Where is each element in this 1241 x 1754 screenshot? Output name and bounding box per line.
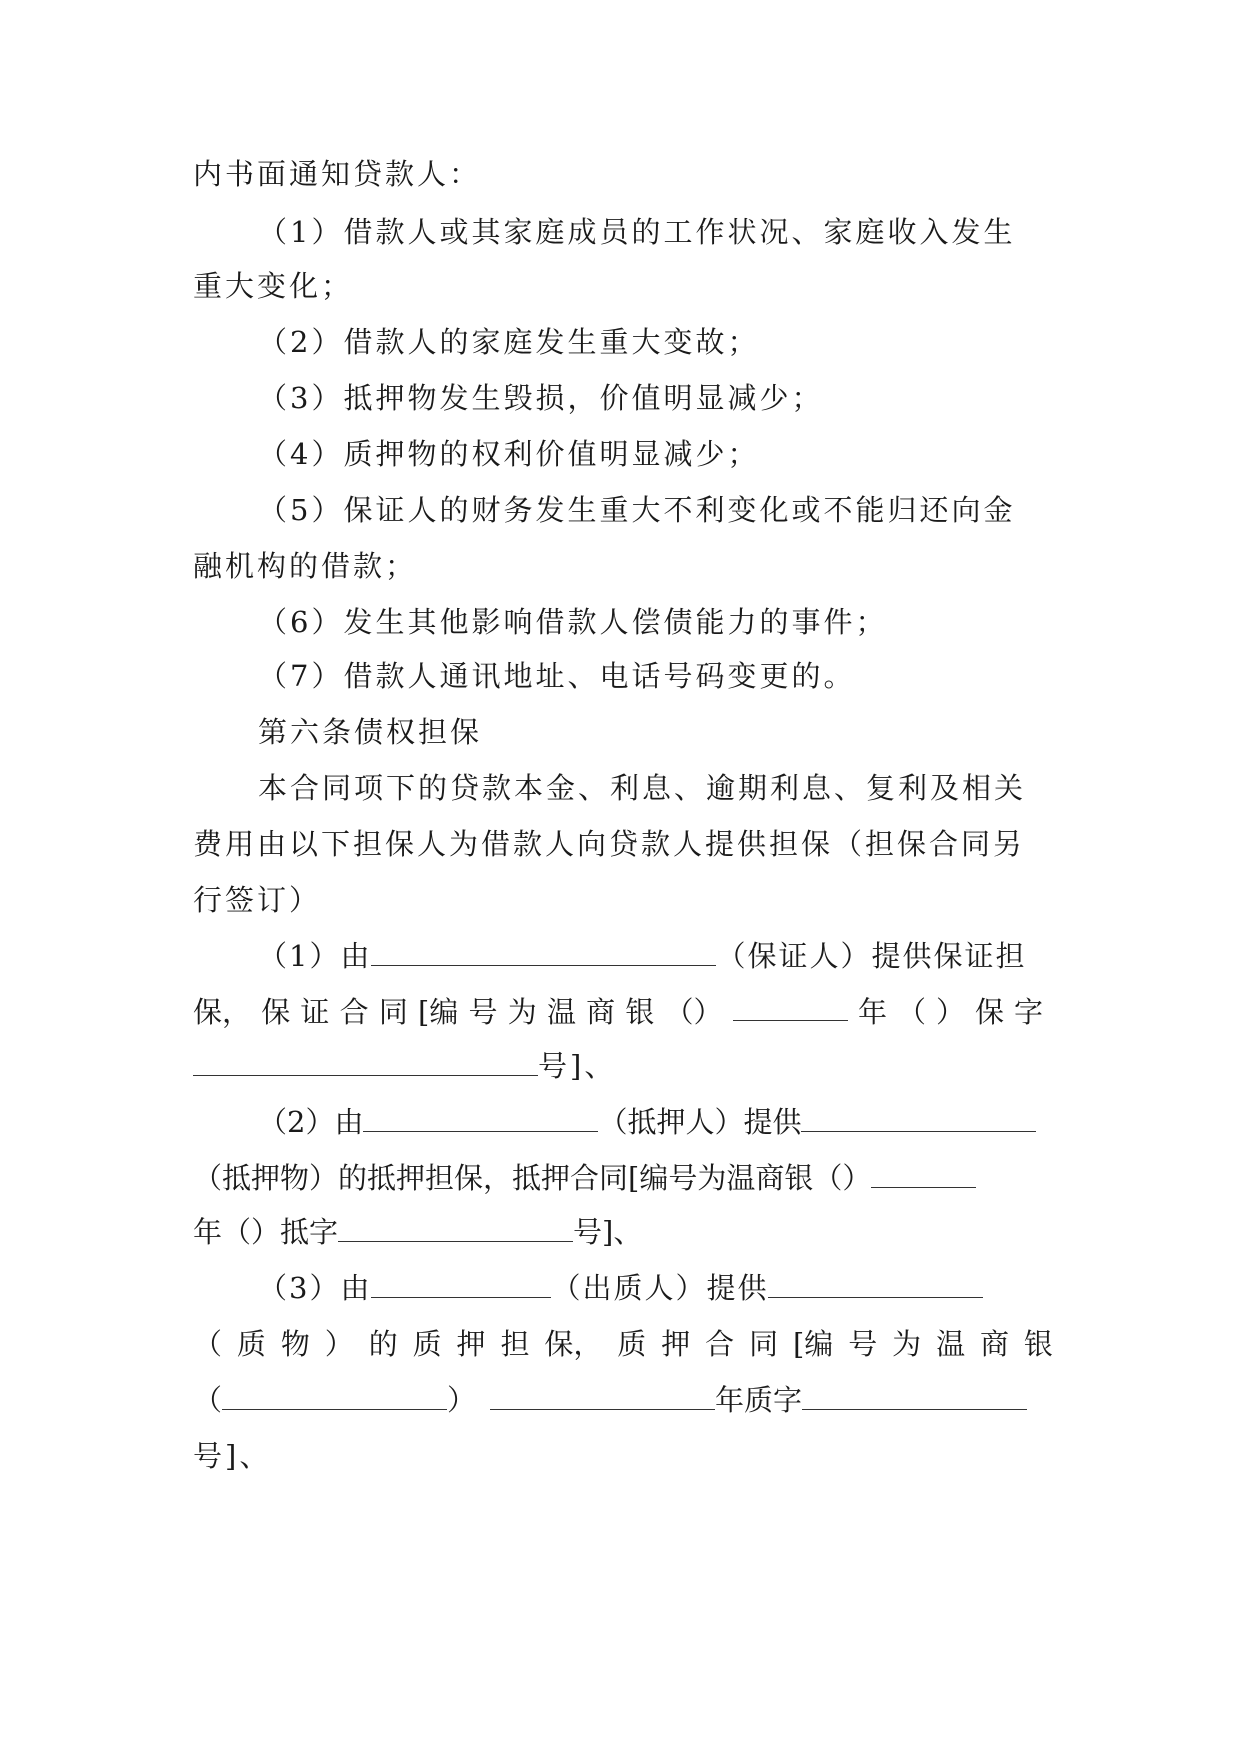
text-line: （1）借款人或其家庭成员的工作状况、家庭收入发生 [258, 215, 1016, 249]
guarantee-2-line-1: （2）由 （抵押人）提供 [258, 1102, 1053, 1142]
text-line: 重大变化； [193, 269, 354, 303]
blank-field[interactable] [490, 1381, 715, 1410]
text-line: 内书面通知贷款人： [193, 157, 482, 191]
blank-field[interactable] [371, 1269, 551, 1298]
guarantee-2-line-3: 年（）抵字 号]、 [193, 1215, 643, 1249]
guarantee-2-line-2: （抵押物）的抵押担保，抵押合同[编号为温商银（） [193, 1158, 1053, 1198]
blank-field[interactable] [363, 1103, 598, 1132]
blank-field[interactable] [193, 1047, 538, 1076]
blank-field[interactable] [801, 1103, 1036, 1132]
guarantee-1-line-1: （1）由 （保证人）提供保证担 [258, 939, 1027, 973]
text-line: 费用由以下担保人为借款人向贷款人提供担保（担保合同另 [193, 827, 1026, 861]
text-line: （6）发生其他影响借款人偿债能力的事件； [258, 605, 888, 639]
text-line: 行签订） [193, 883, 322, 917]
blank-field[interactable] [371, 937, 716, 966]
text-line: 本合同项下的贷款本金、利息、逾期利息、复利及相关 [258, 771, 1027, 805]
section-heading: 第六条债权担保 [258, 715, 483, 749]
blank-field[interactable] [733, 992, 848, 1021]
text-line: （7）借款人通讯地址、电话号码变更的。 [258, 659, 856, 693]
text-line: （4）质押物的权利价值明显减少； [258, 437, 760, 471]
text-line: （5）保证人的财务发生重大不利变化或不能归还向金 [258, 493, 1016, 527]
text-line: （3）抵押物发生毁损，价值明显减少； [258, 381, 824, 415]
guarantee-3-line-2: （ 质 物 ） 的 质 押 担 保， 质 押 合 同 [编 号 为 温 商 银 [193, 1327, 1053, 1361]
guarantee-3-line-1: （3）由 （出质人）提供 [258, 1268, 1053, 1308]
guarantee-1-line-2: 保， 保 证 合 同 [编 号 为 温 商 银 （） 年（）保字 [193, 992, 1053, 1032]
guarantee-3-line-3: （ ） 年质字 [193, 1380, 1053, 1420]
text-line: （2）借款人的家庭发生重大变故； [258, 325, 760, 359]
blank-field[interactable] [802, 1381, 1027, 1410]
blank-field[interactable] [768, 1269, 983, 1298]
blank-field[interactable] [338, 1213, 573, 1242]
guarantee-3-line-4: 号]、 [193, 1439, 272, 1473]
text-line: 融机构的借款； [193, 549, 418, 583]
blank-field[interactable] [871, 1159, 976, 1188]
guarantee-1-line-3: 号]、 [193, 1046, 1053, 1086]
blank-field[interactable] [222, 1381, 447, 1410]
